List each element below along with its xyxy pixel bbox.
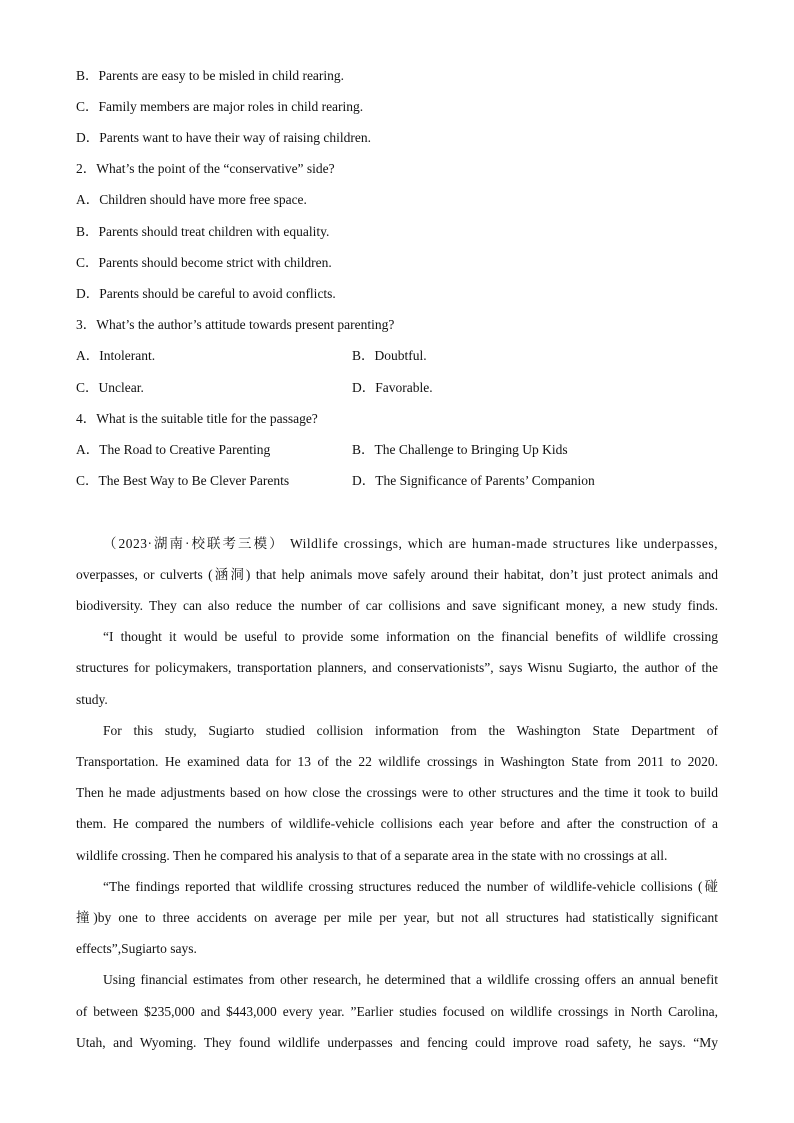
passage-p3-line-1: For this study, Sugiarto studied collision information from the Washington State Department of (103, 723, 718, 738)
passage-p3-line-2: Transportation. He examined data for 13 of the 22 wildlife crossings in Washington State from 2011 to 2020. (76, 754, 718, 769)
passage-p2-line-1: “I thought it would be useful to provide some information on the financial benefits of wildlife crossing (103, 629, 718, 644)
passage-p5-line-3: Utah, and Wyoming. They found wildlife underpasses and fencing could improve road safety, he says. “My (76, 1035, 718, 1050)
passage-p4-line-1: “The findings reported that wildlife crossing structures reduced the number of wildlife-vehicle collisions (碰 (103, 879, 718, 894)
passage-p1-line-1: （2023·湖南·校联考三模） Wildlife crossings, which are human-made structures like underpasses, (103, 536, 718, 551)
q4-stem: 4．What is the suitable title for the passage? (76, 411, 318, 426)
passage-p3-line-3: Then he made adjustments based on how close the crossings were to other structures and the time it took to build (76, 785, 718, 800)
q3-option-b: B．Doubtful. (352, 348, 427, 363)
passage-p1-line-3: biodiversity. They can also reduce the number of car collisions and save significant money, a new study finds. (76, 598, 718, 613)
q4-option-c: C．The Best Way to Be Clever Parents (76, 473, 290, 488)
q2-option-a: A．Children should have more free space. (76, 192, 307, 207)
q1-option-b: B．Parents are easy to be misled in child rearing. (76, 68, 345, 83)
q4-option-a: A．The Road to Creative Parenting (76, 442, 271, 457)
q2-option-d: D．Parents should be careful to avoid conflicts. (76, 286, 336, 301)
passage-p4-line-2: 撞)by one to three accidents on average per mile per year, but not all structures had statistically significant (76, 910, 718, 925)
q3-stem: 3．What’s the author’s attitude towards present parenting? (76, 317, 395, 332)
passage-p5-line-2: of between $235,000 and $443,000 every year. ”Earlier studies focused on wildlife crossings in North Carolina, (76, 1004, 718, 1019)
passage-p3-line-5: wildlife crossing. Then he compared his analysis to that of a separate area in the state with no crossings at all. (76, 848, 668, 863)
q3-option-c: C．Unclear. (76, 380, 144, 395)
q4-option-b: B．The Challenge to Bringing Up Kids (352, 442, 568, 457)
q4-option-d: D．The Significance of Parents’ Companion (352, 473, 595, 488)
passage-p2-line-3: study. (76, 692, 108, 707)
q1-option-c: C．Family members are major roles in child rearing. (76, 99, 364, 114)
passage-p1-line-2: overpasses, or culverts (涵洞) that help animals move safely around their habitat, don’t just protect animals and (76, 567, 718, 582)
q3-option-d: D．Favorable. (352, 380, 433, 395)
passage-p2-line-2: structures for policymakers, transportation planners, and conservationists”, says Wisnu Sugiarto, the author of the (76, 660, 718, 675)
q3-option-a: A．Intolerant. (76, 348, 156, 363)
q1-option-d: D．Parents want to have their way of raising children. (76, 130, 372, 145)
passage-p3-line-4: them. He compared the numbers of wildlife-vehicle collisions each year before and after the construction of a (76, 816, 718, 831)
q2-option-c: C．Parents should become strict with children. (76, 255, 332, 270)
passage-p4-line-3: effects”,Sugiarto says. (76, 941, 197, 956)
q2-stem: 2．What’s the point of the “conservative” side? (76, 161, 335, 176)
q2-option-b: B．Parents should treat children with equality. (76, 224, 330, 239)
passage-p5-line-1: Using financial estimates from other research, he determined that a wildlife crossing offers an annual benefit (103, 972, 718, 987)
